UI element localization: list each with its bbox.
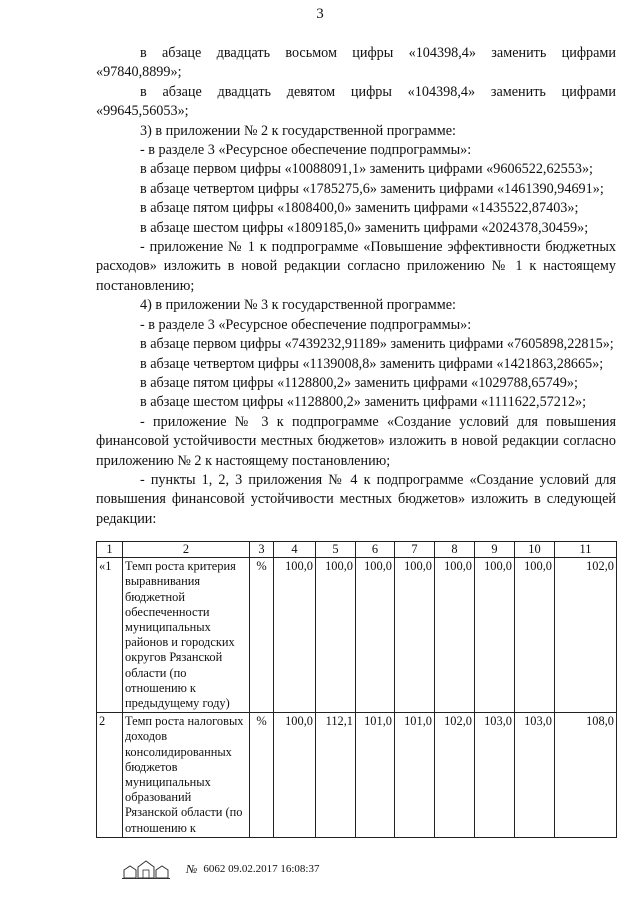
table-header-row xyxy=(97,542,617,558)
column-header: 8 xyxy=(435,542,475,558)
value-cell: 100,0 xyxy=(274,558,316,713)
column-header: 4 xyxy=(274,542,316,558)
table-row xyxy=(97,558,617,713)
value-cell: 101,0 xyxy=(395,713,435,838)
table-row xyxy=(97,713,617,838)
emblem-stamp-icon xyxy=(120,858,172,880)
paragraph: - пункты 1, 2, 3 приложения № 4 к подпрограмме «Создание условий для повышения финансовой устойчивости местных бюджетов» изложить в следующей редакции: xyxy=(96,471,616,527)
paragraph: в абзаце пятом цифры «1808400,0» заменить цифрами «1435522,87403»; xyxy=(140,200,579,217)
column-header: 9 xyxy=(475,542,515,558)
paragraph: 4) в приложении № 3 к государственной программе: xyxy=(140,297,456,314)
column-header: 3 xyxy=(250,542,274,558)
value-cell: 100,0 xyxy=(316,558,356,713)
indicators-table xyxy=(96,541,617,838)
value-cell: 100,0 xyxy=(274,713,316,838)
value-cell: 103,0 xyxy=(515,713,555,838)
value-cell: 103,0 xyxy=(475,713,515,838)
value-cell: 100,0 xyxy=(515,558,555,713)
page-number: 3 xyxy=(316,6,324,22)
paragraph: в абзаце первом цифры «7439232,91189» заменить цифрами «7605898,22815»; xyxy=(140,336,614,353)
paragraph: 3) в приложении № 2 к государственной программе: xyxy=(140,122,456,139)
value-cell: 100,0 xyxy=(395,558,435,713)
unit-cell: % xyxy=(250,713,274,838)
paragraph: - приложение № 3 к подпрограмме «Создание условий для повышения финансовой устойчивости местных бюджетов» изложить в новой редакции согласно приложению № 2 к настоящему постановлению; xyxy=(96,413,616,469)
paragraph: в абзаце первом цифры «10088091,1» заменить цифрами «9606522,62553»; xyxy=(140,161,593,178)
paragraph: в абзаце шестом цифры «1809185,0» заменить цифрами «2024378,30459»; xyxy=(140,219,589,236)
column-header: 2 xyxy=(123,542,250,558)
value-cell: 101,0 xyxy=(356,713,395,838)
paragraph: в абзаце шестом цифры «1128800,2» заменить цифрами «1111622,57212»; xyxy=(140,394,587,411)
paragraph: - в разделе 3 «Ресурсное обеспечение подпрограммы»: xyxy=(140,142,472,159)
value-cell: 102,0 xyxy=(435,713,475,838)
paragraph: - в разделе 3 «Ресурсное обеспечение подпрограммы»: xyxy=(140,316,472,333)
indicator-name: Темп роста критерия выравнивания бюджетной обеспеченности муниципальных районов и городских округов Рязанской области (по отношению к предыдущему году) xyxy=(123,558,250,713)
row-number: «1 xyxy=(97,558,123,713)
paragraph: - приложение № 1 к подпрограмме «Повышение эффективности бюджетных расходов» изложить в новой редакции согласно приложению № 1 к настоящему постановлению; xyxy=(96,239,616,294)
column-header: 6 xyxy=(356,542,395,558)
value-cell: 100,0 xyxy=(356,558,395,713)
paragraph: в абзаце двадцать восьмом цифры «104398,4» заменить цифрами «97840,8899»; xyxy=(96,45,616,81)
column-header: 7 xyxy=(395,542,435,558)
value-cell: 100,0 xyxy=(435,558,475,713)
registration-number-sign: № xyxy=(186,861,198,876)
document-registration-info: 6062 09.02.2017 16:08:37 xyxy=(203,863,320,875)
unit-cell: % xyxy=(250,558,274,713)
paragraph: в абзаце четвертом цифры «1785275,6» заменить цифрами «1461390,94691»; xyxy=(140,180,604,197)
row-number: 2 xyxy=(97,713,123,838)
document-footer xyxy=(120,858,319,880)
indicator-name: Темп роста налоговых доходов консолидированных бюджетов муниципальных образований Рязанской области (по отношению к xyxy=(123,713,250,838)
value-cell: 100,0 xyxy=(475,558,515,713)
paragraph: в абзаце четвертом цифры «1139008,8» заменить цифрами «1421863,28665»; xyxy=(140,355,604,372)
paragraph: в абзаце пятом цифры «1128800,2» заменить цифрами «1029788,65749»; xyxy=(140,374,578,391)
value-cell: 108,0 xyxy=(555,713,617,838)
column-header: 11 xyxy=(555,542,617,558)
column-header: 5 xyxy=(316,542,356,558)
document-body xyxy=(96,44,616,529)
column-header: 1 xyxy=(97,542,123,558)
column-header: 10 xyxy=(515,542,555,558)
value-cell: 112,1 xyxy=(316,713,356,838)
paragraph: в абзаце двадцать девятом цифры «104398,4» заменить цифрами «99645,56053»; xyxy=(96,83,616,120)
value-cell: 102,0 xyxy=(555,558,617,713)
